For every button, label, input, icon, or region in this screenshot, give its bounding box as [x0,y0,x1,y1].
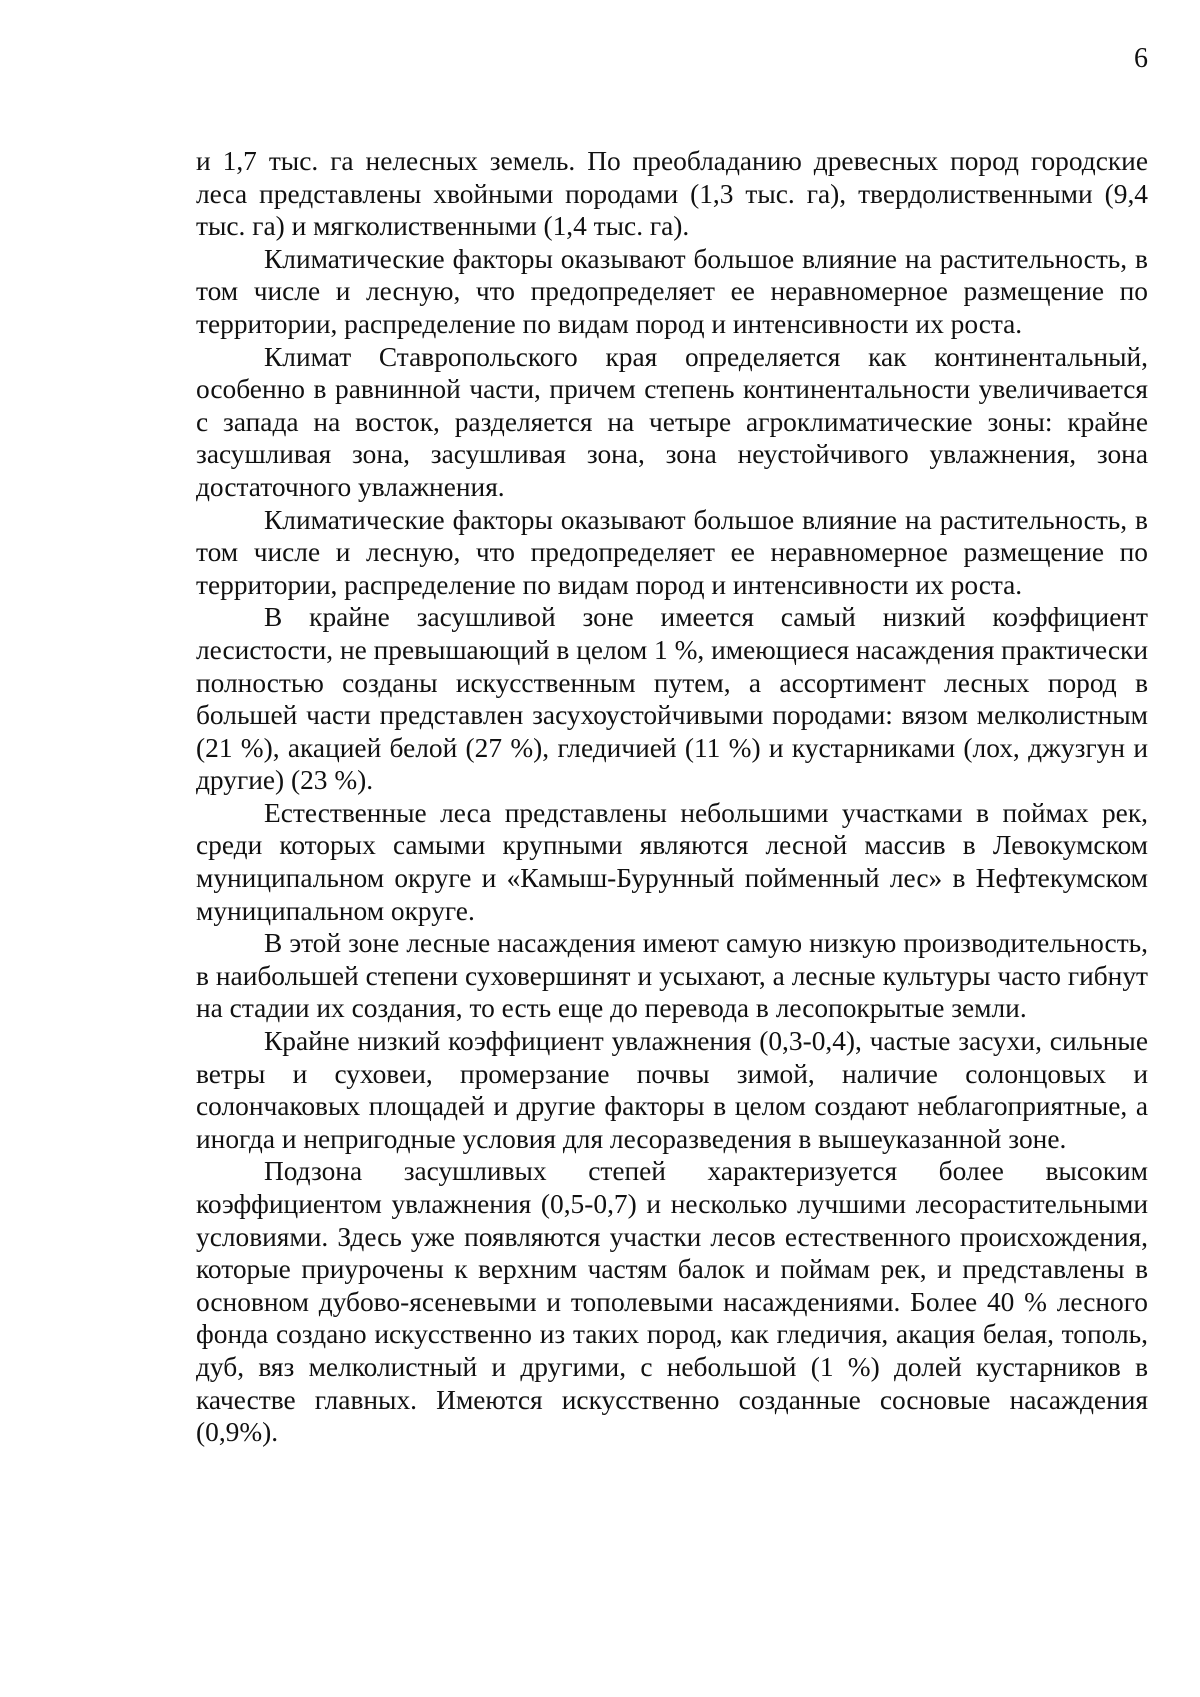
paragraph-2: Климатические факторы оказывают большое влияние на растительность, в том числе и лесную, что предопределяет ее неравномерное размещение по территории, распределение по видам пород и интенсивности их роста. [196,243,1148,339]
paragraph-9: Подзона засушливых степей характеризуется более высоким коэффициентом увлажнения (0,5-0,7) и несколько лучшими лесорастительными условиями. Здесь уже появляются участки лесов естественного происхождения, которые приурочены к верхним частям балок и поймам рек, и представлены в основном дубово-ясеневыми и тополевыми насаждениями. Более 40 % лесного фонда создано искусственно из таких пород, как гледичия, акация белая, тополь, дуб, вяз мелколистный и другими, с небольшой (1 %) долей кустарников в качестве главных. Имеются искусственно созданные сосновые насаждения (0,9%). [196,1156,1148,1448]
paragraph-7: В этой зоне лесные насаждения имеют самую низкую производительность, в наибольшей степени суховершинят и усыхают, а лесные культуры часто гибнут на стадии их создания, то есть еще до перевода в лесопокрытые земли. [196,928,1148,1024]
paragraph-6: Естественные леса представлены небольшими участками в поймах рек, среди которых самыми крупными являются лесной массив в Левокумском муниципальном округе и «Камыш-Бурунный пойменный лес» в Нефтекумском муниципальном округе. [196,797,1148,926]
document-body [196,145,1148,1449]
paragraph-3: Климат Ставропольского края определяется как континентальный, особенно в равнинной части, причем степень континентальности увеличивается с запада на восток, разделяется на четыре агроклиматические зоны: крайне засушливая зона, засушливая зона, зона неустойчивого увлажнения, зона достаточного увлажнения. [196,341,1148,502]
paragraph-5: В крайне засушливой зоне имеется самый низкий коэффициент лесистости, не превышающий в целом 1 %, имеющиеся насаждения практически полностью созданы искусственным путем, а ассортимент лесных пород в большей части представлен засухоустойчивыми породами: вязом мелколистным (21 %), акацией белой (27 %), гледичией (11 %) и кустарниками (лох, джузгун и другие) (23 %). [196,602,1148,796]
page-number: 6 [1134,43,1148,74]
paragraph-1: и 1,7 тыс. га нелесных земель. По преобладанию древесных пород городские леса представлены хвойными породами (1,3 тыс. га), твердолиственными (9,4 тыс. га) и мягколиственными (1,4 тыс. га). [196,146,1148,242]
paragraph-4: Климатические факторы оказывают большое влияние на растительность, в том числе и лесную, что предопределяет ее неравномерное размещение по территории, распределение по видам пород и интенсивности их роста. [196,504,1148,600]
paragraph-8: Крайне низкий коэффициент увлажнения (0,3-0,4), частые засухи, сильные ветры и суховеи, промерзание почвы зимой, наличие солонцовых и солончаковых площадей и другие факторы в целом создают неблагоприятные, а иногда и непригодные условия для лесоразведения в вышеуказанной зоне. [196,1026,1148,1154]
